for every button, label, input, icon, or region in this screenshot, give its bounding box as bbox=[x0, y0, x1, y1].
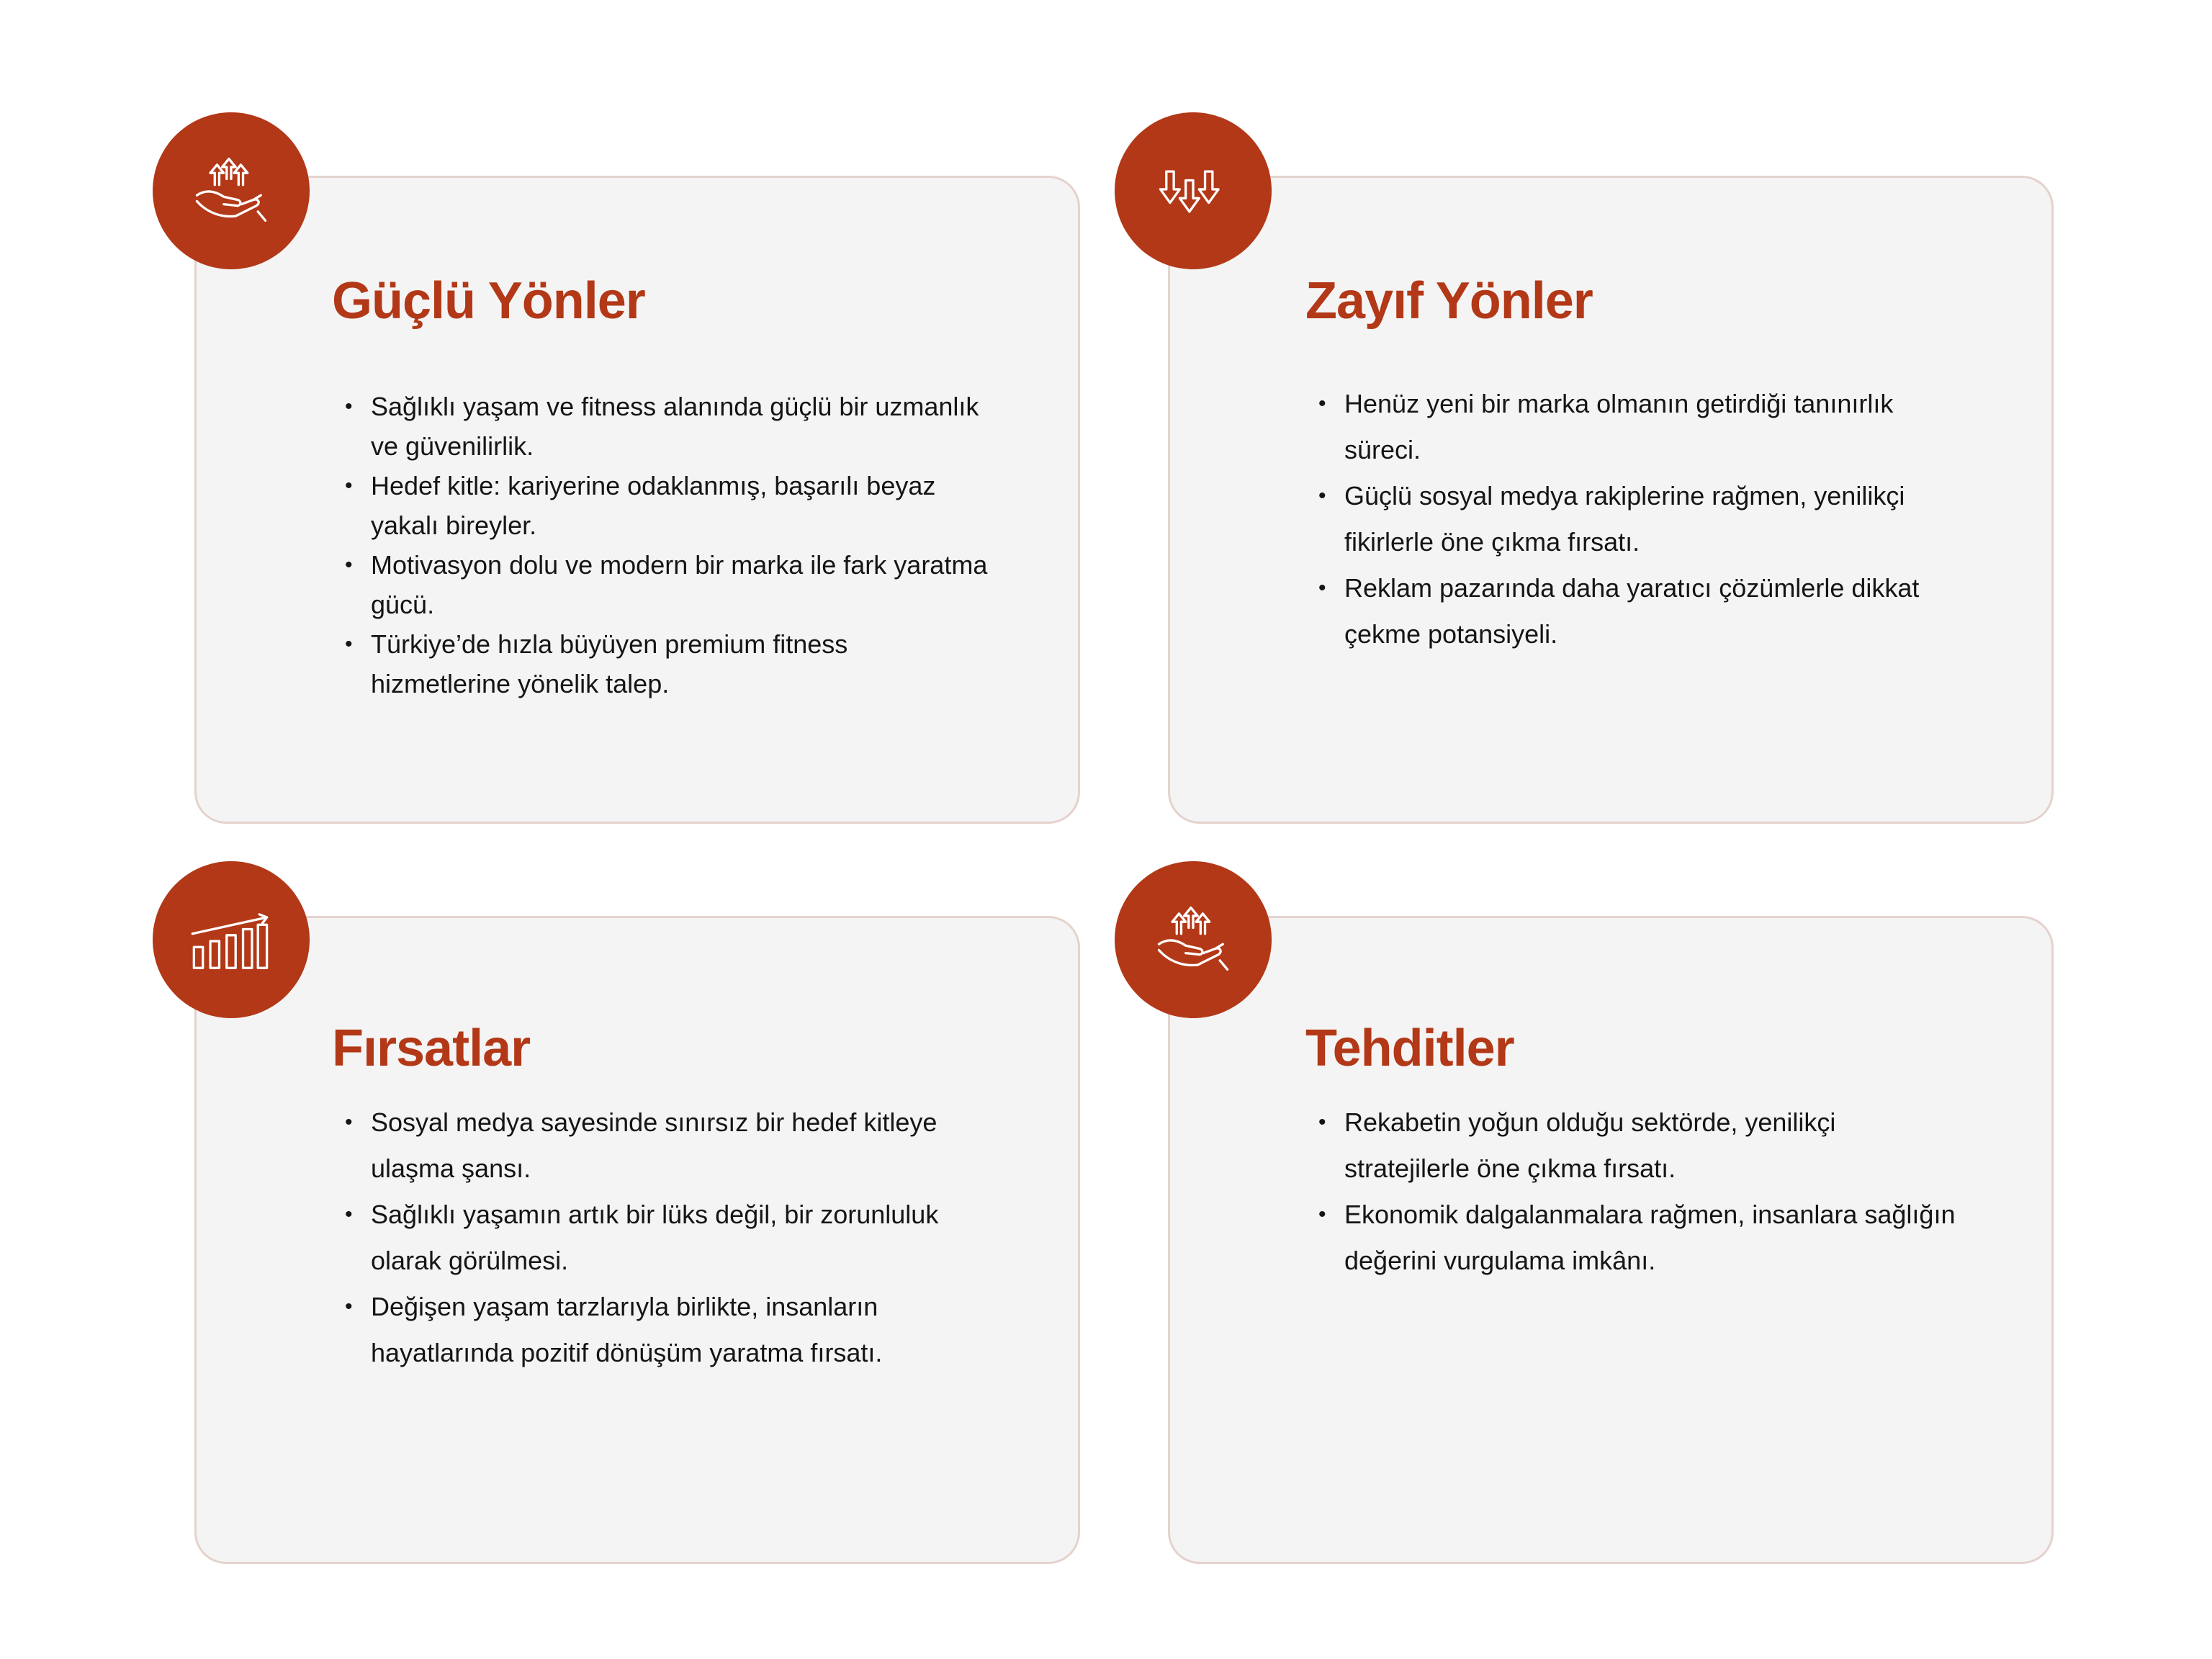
strengths-title: Güçlü Yönler bbox=[332, 272, 645, 330]
threats-list bbox=[1318, 1100, 1966, 1284]
opportunities-list bbox=[345, 1100, 993, 1376]
weaknesses-card bbox=[1168, 176, 2054, 824]
hand-arrows-up-icon bbox=[153, 112, 310, 269]
list-item: • Ekonomik dalgalanmalara rağmen, insanlara sağlığın değerini vurgulama imkânı. bbox=[1318, 1192, 1966, 1284]
weaknesses-title: Zayıf Yönler bbox=[1305, 272, 1593, 330]
strengths-list bbox=[345, 387, 993, 703]
list-item: • Rekabetin yoğun olduğu sektörde, yenilikçi stratejilerle öne çıkma fırsatı. bbox=[1318, 1100, 1966, 1192]
list-item: • Güçlü sosyal medya rakiplerine rağmen, yenilikçi fikirlerle öne çıkma fırsatı. bbox=[1318, 473, 1966, 565]
strengths-card bbox=[194, 176, 1080, 824]
weaknesses-list bbox=[1318, 381, 1966, 657]
opportunities-title: Fırsatlar bbox=[332, 1020, 531, 1077]
opportunities-card bbox=[194, 916, 1080, 1564]
threats-card bbox=[1168, 916, 2054, 1564]
list-item: • Sağlıklı yaşam ve fitness alanında güçlü bir uzmanlık ve güvenilirlik. bbox=[345, 387, 993, 466]
hand-arrows-up-icon bbox=[1115, 861, 1272, 1018]
list-item: • Sağlıklı yaşamın artık bir lüks değil, bir zorunluluk olarak görülmesi. bbox=[345, 1192, 993, 1284]
list-item: • Reklam pazarında daha yaratıcı çözümlerle dikkat çekme potansiyeli. bbox=[1318, 565, 1966, 657]
list-item: • Değişen yaşam tarzlarıyla birlikte, insanların hayatlarında pozitif dönüşüm yaratma fırsatı. bbox=[345, 1284, 993, 1376]
arrows-down-icon bbox=[1115, 112, 1272, 269]
list-item: • Hedef kitle: kariyerine odaklanmış, başarılı beyaz yakalı bireyler. bbox=[345, 466, 993, 545]
growth-chart-icon bbox=[153, 861, 310, 1018]
list-item: • Henüz yeni bir marka olmanın getirdiği tanınırlık süreci. bbox=[1318, 381, 1966, 473]
list-item: • Sosyal medya sayesinde sınırsız bir hedef kitleye ulaşma şansı. bbox=[345, 1100, 993, 1192]
list-item: • Türkiye’de hızla büyüyen premium fitness hizmetlerine yönelik talep. bbox=[345, 624, 993, 703]
threats-title: Tehditler bbox=[1305, 1020, 1514, 1077]
list-item: • Motivasyon dolu ve modern bir marka ile fark yaratma gücü. bbox=[345, 545, 993, 624]
